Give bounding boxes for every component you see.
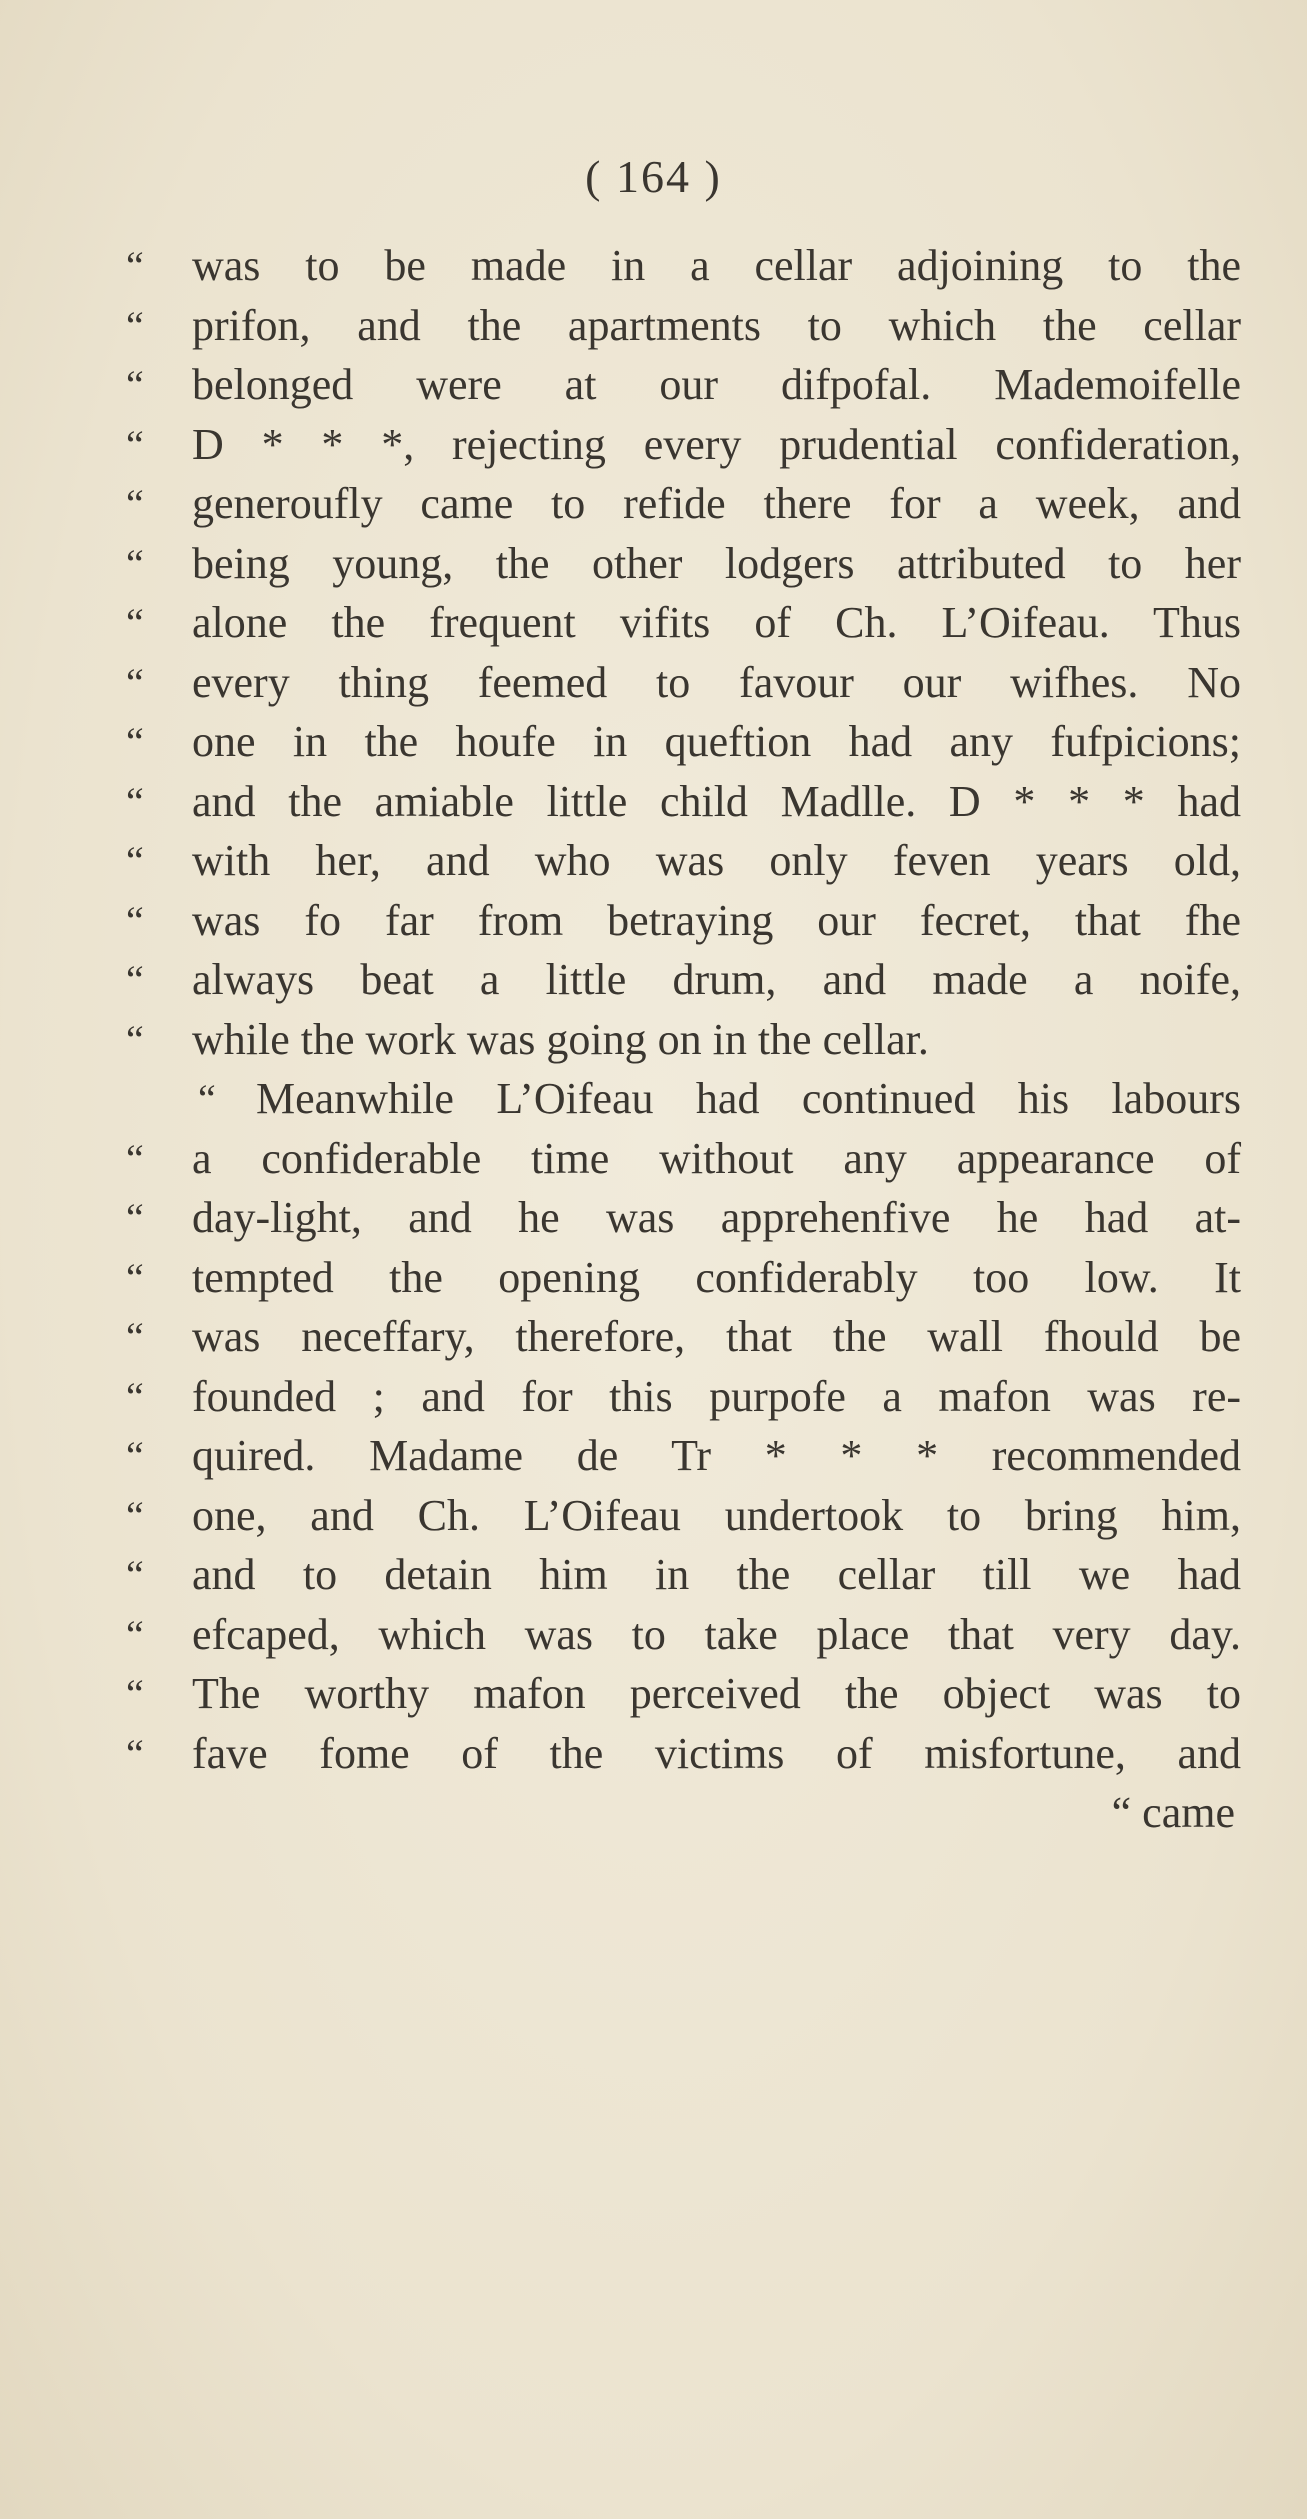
quote-mark: “ [126, 481, 144, 526]
line-text: was fo far from betraying our fecret, that fhe [192, 895, 1241, 945]
quote-mark: “ [126, 1135, 144, 1181]
text-line [126, 1367, 1241, 1427]
quote-mark: “ [126, 540, 144, 586]
text-line [126, 1129, 1241, 1189]
text-line [126, 712, 1241, 772]
line-text: and the amiable little child Madlle. D * * * had [192, 776, 1241, 826]
line-text: while the work was going on in the cellar. [192, 1014, 929, 1064]
line-text: a confiderable time without any appearance of [192, 1133, 1241, 1183]
quote-mark: “ [126, 421, 144, 467]
quote-mark: “ [126, 1433, 144, 1478]
text-line [126, 1248, 1241, 1308]
line-text: D * * *, rejecting every prudential confideration, [192, 419, 1241, 469]
line-text: every thing feemed to favour our wifhes. No [192, 657, 1241, 707]
catchword: “ came [1111, 1788, 1235, 1837]
line-text: with her, and who was only feven years old, [192, 836, 1241, 885]
quote-mark: “ [126, 1492, 144, 1538]
line-text: alone the frequent vifits of Ch. L’Oifeau. Thus [192, 598, 1241, 647]
quote-mark: “ [126, 1611, 144, 1657]
text-line [126, 474, 1241, 534]
line-text: belonged were at our difpofal. Mademoifelle [192, 360, 1241, 409]
quote-mark: “ [126, 1671, 144, 1716]
quote-mark: “ [126, 1373, 144, 1419]
line-text: was neceffary, therefore, that the wall fhould be [192, 1312, 1241, 1361]
line-text: day-light, and he was apprehenfive he had at- [192, 1193, 1241, 1242]
text-line [126, 1486, 1241, 1546]
text-line [126, 1545, 1241, 1605]
quote-mark: “ [126, 897, 144, 943]
text-line-paragraph-end [126, 1010, 1241, 1070]
quote-mark: “ [126, 838, 144, 883]
line-text: one, and Ch. L’Oifeau undertook to bring him, [192, 1490, 1241, 1540]
line-text: tempted the opening confiderably too low. It [192, 1252, 1241, 1302]
text-line [126, 1426, 1241, 1486]
text-line [126, 355, 1241, 415]
page-number: ( 164 ) [585, 151, 722, 202]
quote-mark: “ [126, 1314, 144, 1359]
text-line [126, 593, 1241, 653]
quote-mark: “ [126, 1254, 144, 1300]
quote-mark: “ [198, 1076, 216, 1121]
line-text: was to be made in a cellar adjoining to the [192, 241, 1241, 290]
body-text [126, 236, 1241, 1843]
line-text: Meanwhile L’Oifeau had continued his labours [256, 1074, 1241, 1123]
quote-mark: “ [126, 302, 144, 348]
quote-mark: “ [126, 243, 144, 288]
quote-mark: “ [126, 1016, 144, 1062]
text-line [126, 1664, 1241, 1724]
quote-mark: “ [126, 957, 144, 1002]
quote-mark: “ [126, 719, 144, 764]
text-line [126, 296, 1241, 356]
line-text: efcaped, which was to take place that very day. [192, 1609, 1241, 1659]
quote-mark: “ [126, 1552, 144, 1597]
quote-mark: “ [126, 659, 144, 705]
text-line [126, 653, 1241, 713]
quote-mark: “ [126, 778, 144, 824]
quote-mark: “ [126, 600, 144, 645]
line-text: prifon, and the apartments to which the cellar [192, 300, 1241, 350]
line-text: generoufly came to refide there for a week, and [192, 479, 1241, 528]
text-line [126, 1605, 1241, 1665]
text-line [126, 950, 1241, 1010]
text-line [126, 1307, 1241, 1367]
text-line [126, 1724, 1241, 1784]
text-line [126, 1188, 1241, 1248]
quote-mark: “ [126, 362, 144, 407]
text-line [126, 236, 1241, 296]
quote-mark: “ [126, 1195, 144, 1240]
line-text: quired. Madame de Tr * * * recommended [192, 1431, 1241, 1480]
text-line [126, 415, 1241, 475]
line-text: always beat a little drum, and made a noife, [192, 955, 1241, 1004]
text-line [126, 831, 1241, 891]
line-text: fave fome of the victims of misfortune, and [192, 1728, 1241, 1778]
line-text: and to detain him in the cellar till we had [192, 1550, 1241, 1599]
line-text: being young, the other lodgers attributed to her [192, 538, 1241, 588]
text-line [126, 772, 1241, 832]
text-line [126, 534, 1241, 594]
line-text: The worthy mafon perceived the object was to [192, 1669, 1241, 1718]
quote-mark: “ [126, 1730, 144, 1776]
text-line [126, 891, 1241, 951]
line-text: founded ; and for this purpofe a mafon was re- [192, 1371, 1241, 1421]
text-line-paragraph-start [126, 1069, 1241, 1129]
line-text: one in the houfe in queftion had any fufpicions; [192, 717, 1241, 766]
